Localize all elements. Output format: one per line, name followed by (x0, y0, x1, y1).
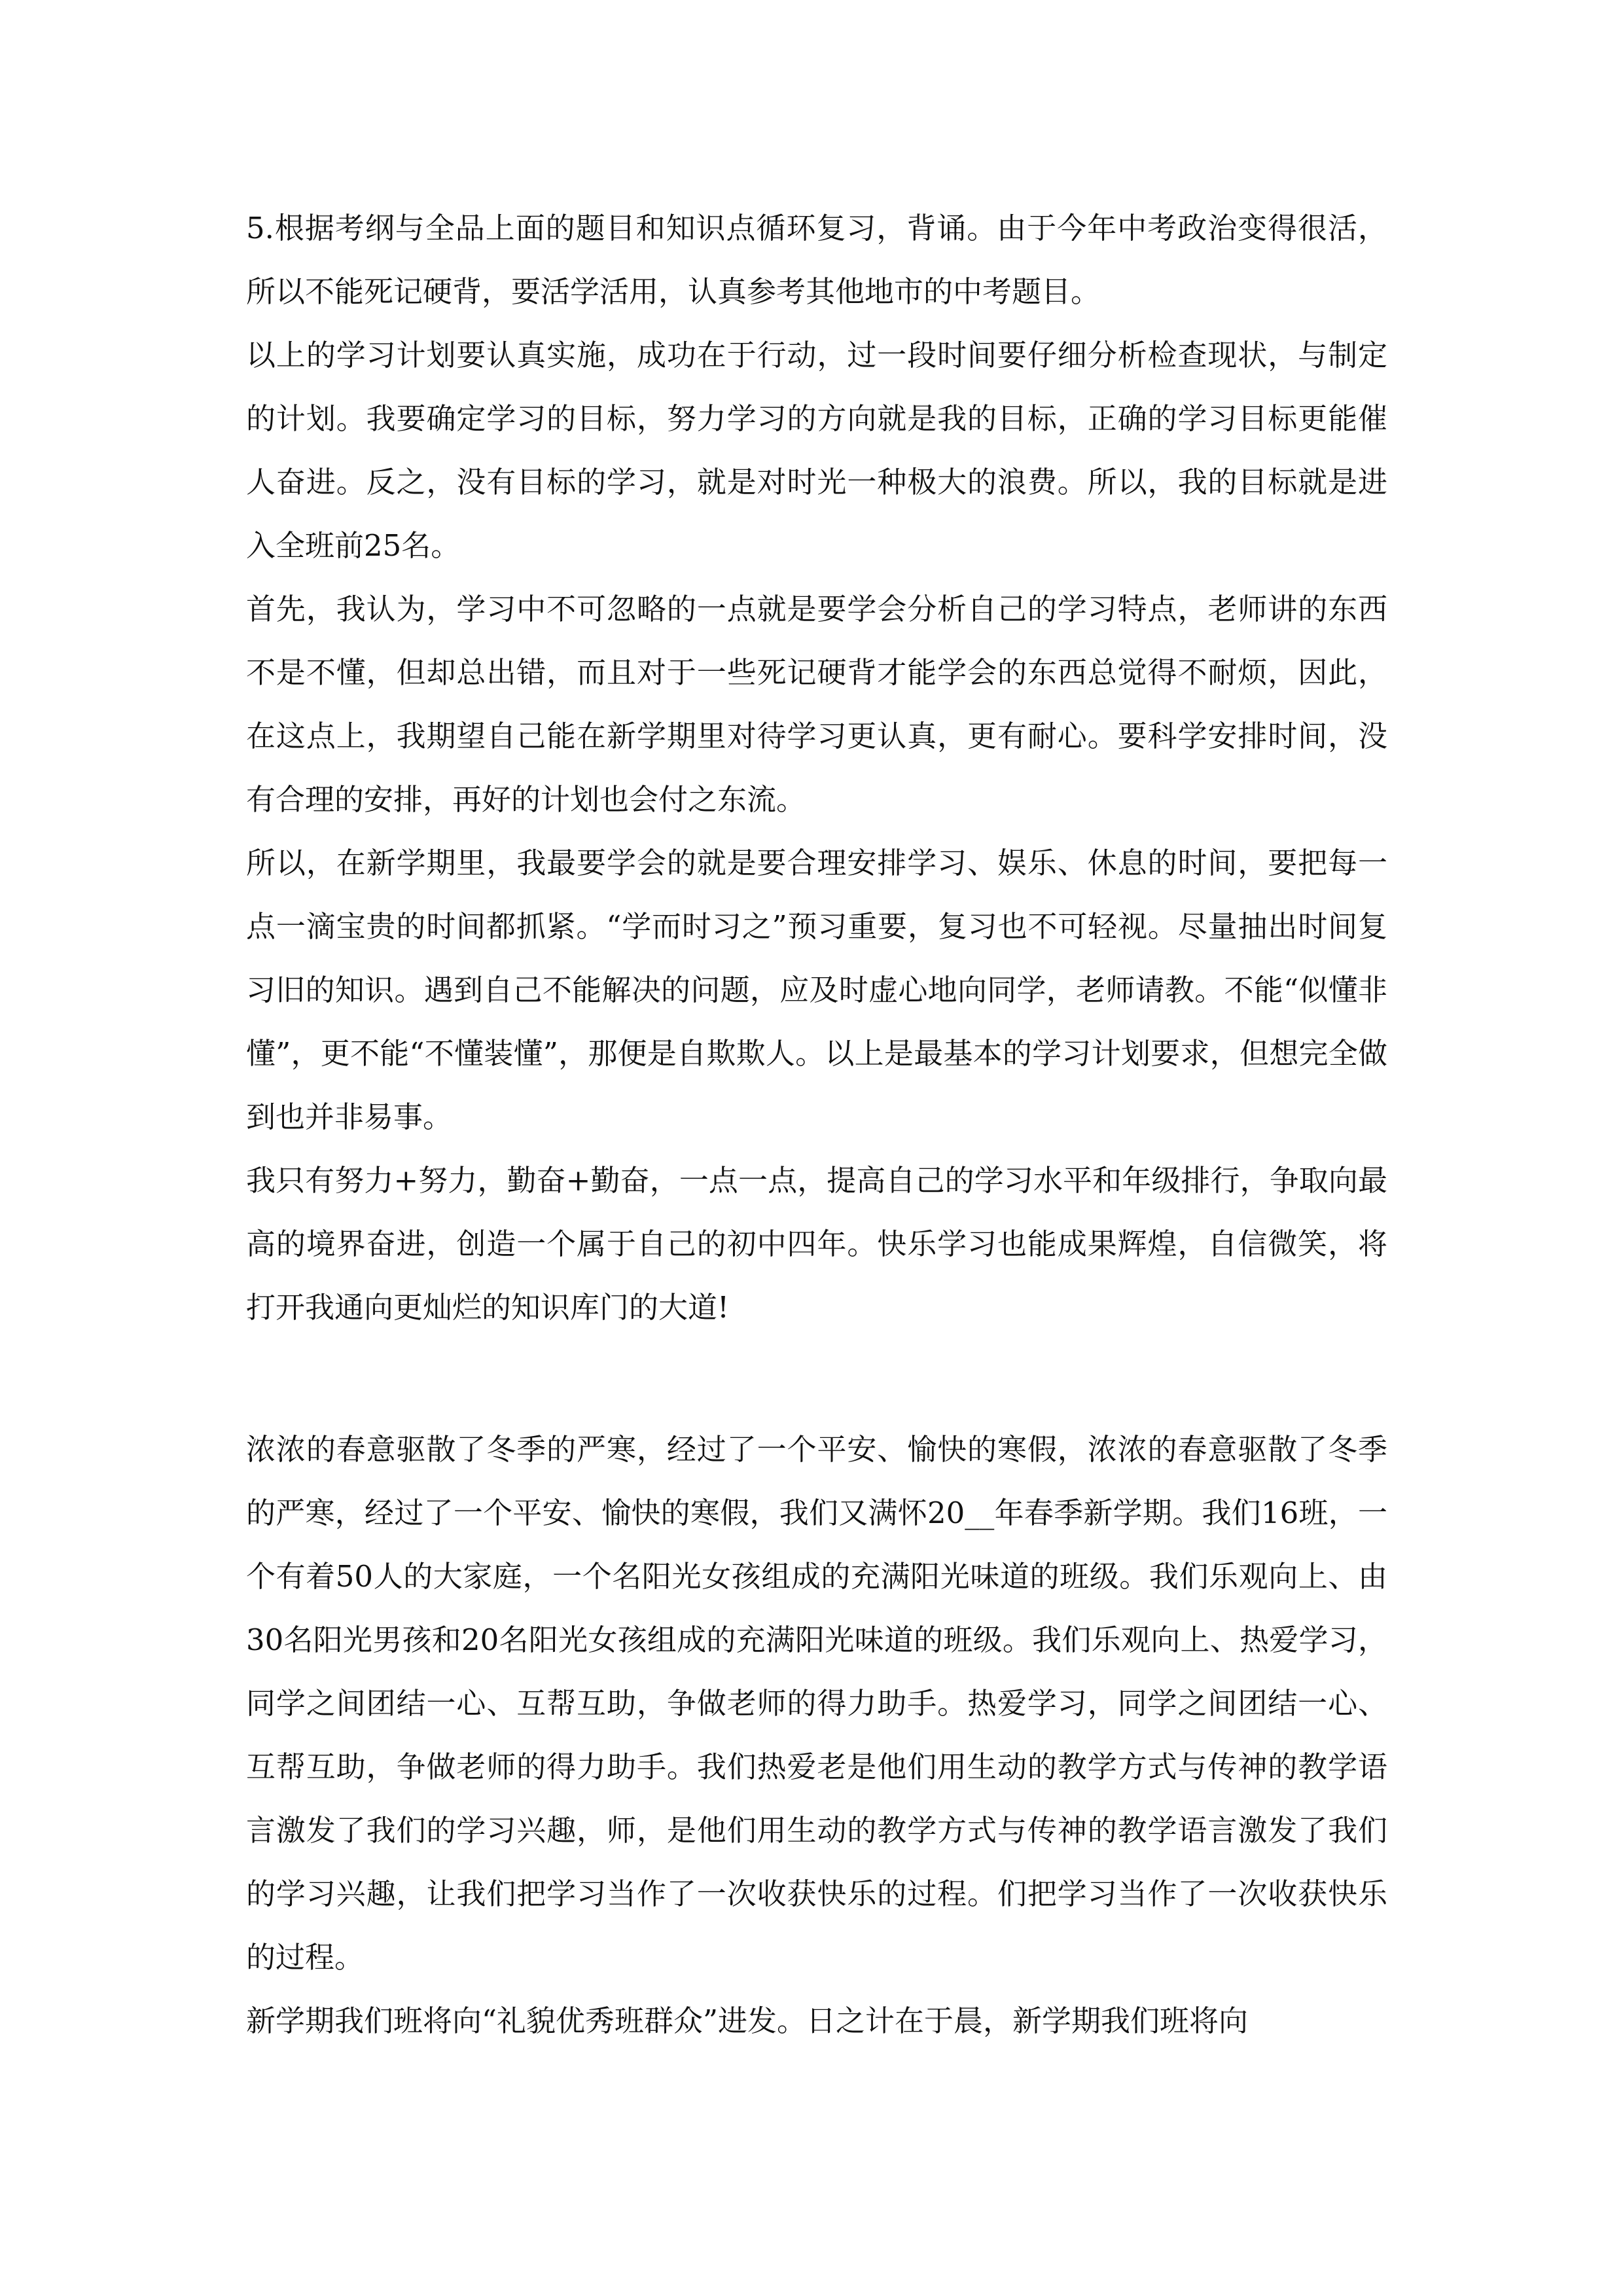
section-divider-space (246, 1339, 1387, 1418)
paragraph-class-goal: 新学期我们班将向“礼貌优秀班群众”进发。日之计在于晨，新学期我们班将向 (246, 2003, 1249, 2038)
paragraph-time-arrangement: 所以，在新学期里，我最要学会的就是要合理安排学习、娱乐、休息的时间，要把每一点一滴宝贵的时间都抓紧。“学而时习之”预习重要，复习也不可轻视。尽量抽出时间复习旧的知识。遇到自己不能解决的问题，应及时虚心地向同学，老师请教。不能“似懂非懂”，更不能“不懂装懂”，那便是自欺欺人。以上是最基本的学习计划要求，但想完全做到也并非易事。 (246, 846, 1387, 1134)
paragraph-class-introduction: 浓浓的春意驱散了冬季的严寒，经过了一个平安、愉快的寒假，浓浓的春意驱散了冬季的严寒，经过了一个平安、愉快的寒假，我们又满怀20__年春季新学期。我们16班，一个有着50人的大家庭，一个名阳光女孩组成的充满阳光味道的班级。我们乐观向上、由30名阳光男孩和20名阳光女孩组成的充满阳光味道的班级。我们乐观向上、热爱学习，同学之间团结一心、互帮互助，争做老师的得力助手。热爱学习，同学之间团结一心、互帮互助，争做老师的得力助手。我们热爱老是他们用生动的教学方式与传神的教学语言激发了我们的学习兴趣，师，是他们用生动的教学方式与传神的教学语言激发了我们的学习兴趣，让我们把学习当作了一次收获快乐的过程。们把学习当作了一次收获快乐的过程。 (246, 1432, 1387, 1975)
paragraph-learning-characteristics: 首先，我认为，学习中不可忽略的一点就是要学会分析自己的学习特点，老师讲的东西不是不懂，但却总出错，而且对于一些死记硬背才能学会的东西总觉得不耐烦，因此，在这点上，我期望自己能在新学期里对待学习更认真，更有耐心。要科学安排时间，没有合理的安排，再好的计划也会付之东流。 (246, 592, 1387, 817)
document-body (246, 196, 1387, 2053)
paragraph-plan-implementation: 以上的学习计划要认真实施，成功在于行动，过一段时间要仔细分析检查现状，与制定的计划。我要确定学习的目标，努力学习的方向就是我的目标，正确的学习目标更能催人奋进。反之，没有目标的学习，就是对时光一种极大的浪费。所以，我的目标就是进入全班前25名。 (246, 338, 1387, 563)
paragraph-conclusion: 我只有努力+努力，勤奋+勤奋，一点一点，提高自己的学习水平和年级排行，争取向最高的境界奋进，创造一个属于自己的初中四年。快乐学习也能成果辉煌，自信微笑，将打开我通向更灿烂的知识库门的大道! (246, 1163, 1387, 1325)
paragraph-review-method: 5.根据考纲与全品上面的题目和知识点循环复习，背诵。由于今年中考政治变得很活，所以不能死记硬背，要活学活用，认真参考其他地市的中考题目。 (246, 211, 1387, 309)
